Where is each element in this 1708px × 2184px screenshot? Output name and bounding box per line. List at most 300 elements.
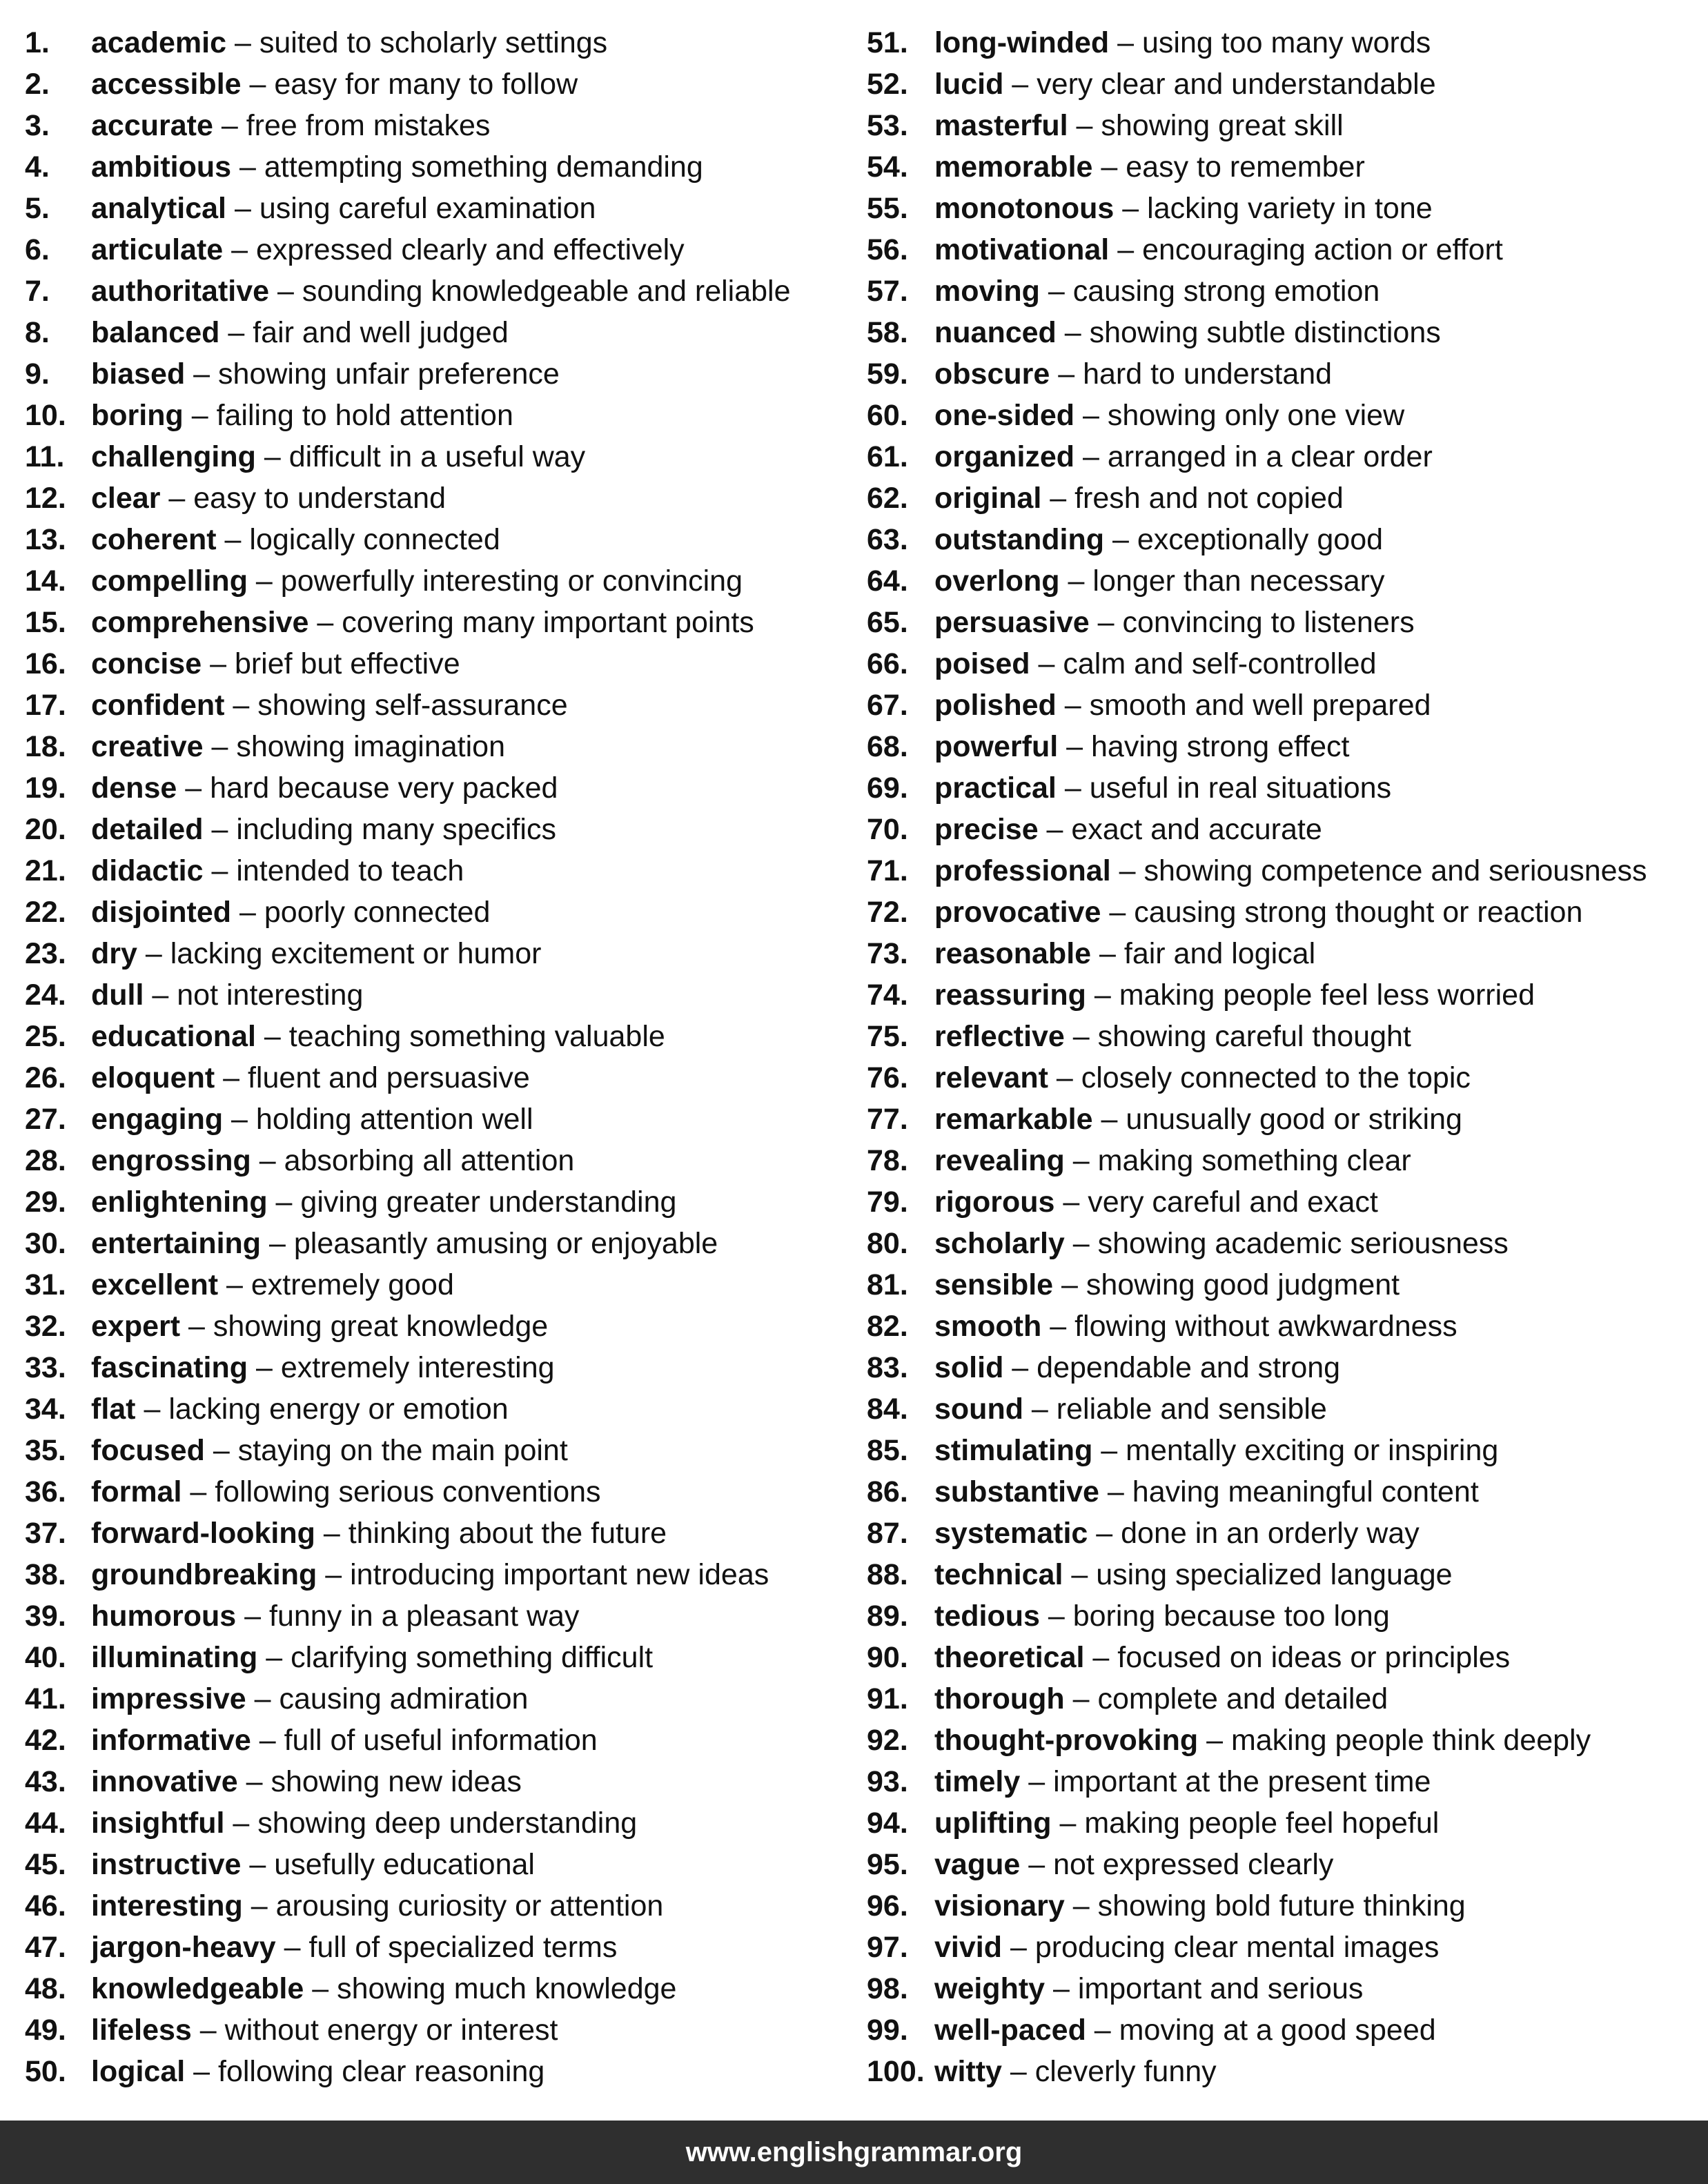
list-item bbox=[867, 726, 1695, 767]
item-word: jargon-heavy bbox=[91, 1931, 276, 1964]
item-number: 75. bbox=[867, 1020, 908, 1053]
item-definition: suited to scholarly settings bbox=[259, 26, 608, 59]
item-definition: longer than necessary bbox=[1092, 564, 1385, 598]
item-definition: using too many words bbox=[1141, 26, 1431, 59]
item-word: provocative bbox=[934, 896, 1101, 929]
list-item bbox=[867, 22, 1695, 63]
list-item bbox=[25, 436, 853, 478]
item-definition: full of useful information bbox=[284, 1724, 598, 1757]
item-number: 43. bbox=[25, 1765, 66, 1798]
item-definition: easy for many to follow bbox=[274, 68, 578, 101]
item-definition: showing careful thought bbox=[1097, 1020, 1411, 1053]
item-word: forward-looking bbox=[91, 1517, 315, 1550]
item-number: 25. bbox=[25, 1020, 66, 1053]
item-word: poised bbox=[934, 647, 1030, 680]
item-separator: – bbox=[242, 1889, 276, 1922]
list-item bbox=[867, 1720, 1695, 1761]
item-word: outstanding bbox=[934, 523, 1105, 556]
item-separator: – bbox=[1198, 1724, 1231, 1757]
item-separator: – bbox=[251, 1144, 284, 1177]
item-word: insightful bbox=[91, 1807, 225, 1840]
item-separator: – bbox=[1002, 1931, 1035, 1964]
item-number: 34. bbox=[25, 1393, 66, 1426]
item-word: boring bbox=[91, 399, 184, 432]
item-word: didactic bbox=[91, 854, 204, 887]
item-number: 91. bbox=[867, 1682, 908, 1715]
item-number: 55. bbox=[867, 192, 908, 225]
item-definition: following serious conventions bbox=[215, 1475, 601, 1508]
item-number: 47. bbox=[25, 1931, 66, 1964]
item-definition: holding attention well bbox=[255, 1103, 533, 1136]
item-word: enlightening bbox=[91, 1186, 268, 1219]
item-definition: using specialized language bbox=[1096, 1558, 1453, 1591]
item-word: engrossing bbox=[91, 1144, 251, 1177]
item-number: 82. bbox=[867, 1310, 908, 1343]
item-separator: – bbox=[1030, 647, 1063, 680]
item-word: tedious bbox=[934, 1600, 1040, 1633]
list-item bbox=[867, 602, 1695, 643]
item-word: biased bbox=[91, 357, 186, 391]
item-number: 77. bbox=[867, 1103, 908, 1136]
item-definition: thinking about the future bbox=[348, 1517, 667, 1550]
item-definition: logically connected bbox=[249, 523, 500, 556]
item-number: 33. bbox=[25, 1351, 66, 1384]
item-separator: – bbox=[203, 854, 237, 887]
item-word: formal bbox=[91, 1475, 182, 1508]
item-separator: – bbox=[1054, 1186, 1088, 1219]
item-word: masterful bbox=[934, 109, 1068, 142]
item-definition: showing only one view bbox=[1107, 399, 1405, 432]
item-word: knowledgeable bbox=[91, 1972, 304, 2005]
item-number: 21. bbox=[25, 854, 66, 887]
item-separator: – bbox=[1064, 1889, 1098, 1922]
item-separator: – bbox=[1086, 978, 1119, 1012]
item-number: 88. bbox=[867, 1558, 908, 1591]
item-definition: fluent and persuasive bbox=[247, 1061, 530, 1094]
item-separator: – bbox=[1064, 1020, 1098, 1053]
item-definition: showing new ideas bbox=[271, 1765, 522, 1798]
item-word: organized bbox=[934, 440, 1075, 473]
item-word: relevant bbox=[934, 1061, 1048, 1094]
item-number: 40. bbox=[25, 1641, 66, 1674]
list-item bbox=[867, 2051, 1695, 2092]
item-separator: – bbox=[144, 978, 177, 1012]
item-number: 50. bbox=[25, 2055, 66, 2088]
item-word: disjointed bbox=[91, 896, 232, 929]
list-item bbox=[25, 974, 853, 1016]
item-separator: – bbox=[1056, 771, 1090, 805]
item-definition: giving greater understanding bbox=[300, 1186, 677, 1219]
item-separator: – bbox=[1039, 1600, 1073, 1633]
word-list-left bbox=[25, 22, 853, 2092]
list-item bbox=[867, 560, 1695, 602]
list-item bbox=[867, 1306, 1695, 1347]
item-definition: producing clear mental images bbox=[1034, 1931, 1440, 1964]
item-number: 78. bbox=[867, 1144, 908, 1177]
item-number: 15. bbox=[25, 606, 66, 639]
item-word: dry bbox=[91, 937, 137, 970]
item-word: uplifting bbox=[934, 1807, 1052, 1840]
list-item bbox=[867, 1761, 1695, 1802]
item-number: 80. bbox=[867, 1227, 908, 1260]
item-separator: – bbox=[269, 275, 302, 308]
item-number: 5. bbox=[25, 192, 50, 225]
list-item bbox=[25, 2051, 853, 2092]
item-word: one-sided bbox=[934, 399, 1075, 432]
item-separator: – bbox=[1020, 1765, 1054, 1798]
item-definition: causing strong emotion bbox=[1072, 275, 1380, 308]
item-definition: making something clear bbox=[1097, 1144, 1411, 1177]
item-word: professional bbox=[934, 854, 1111, 887]
item-number: 1. bbox=[25, 26, 50, 59]
item-separator: – bbox=[1056, 316, 1090, 349]
item-number: 36. bbox=[25, 1475, 66, 1508]
item-number: 27. bbox=[25, 1103, 66, 1136]
item-word: obscure bbox=[934, 357, 1050, 391]
item-word: excellent bbox=[91, 1268, 219, 1301]
item-number: 97. bbox=[867, 1931, 908, 1964]
item-number: 45. bbox=[25, 1848, 66, 1881]
item-definition: causing admiration bbox=[279, 1682, 529, 1715]
item-separator: – bbox=[160, 482, 194, 515]
item-word: nuanced bbox=[934, 316, 1057, 349]
list-item bbox=[867, 353, 1695, 395]
item-separator: – bbox=[191, 2014, 225, 2047]
item-separator: – bbox=[1064, 1227, 1098, 1260]
list-item bbox=[25, 1885, 853, 1927]
item-word: impressive bbox=[91, 1682, 246, 1715]
item-separator: – bbox=[1088, 1517, 1121, 1550]
item-number: 61. bbox=[867, 440, 908, 473]
list-item bbox=[25, 2009, 853, 2051]
list-item bbox=[867, 1968, 1695, 2009]
item-number: 23. bbox=[25, 937, 66, 970]
item-word: rigorous bbox=[934, 1186, 1055, 1219]
item-word: articulate bbox=[91, 233, 224, 266]
item-definition: causing strong thought or reaction bbox=[1134, 896, 1583, 929]
item-word: visionary bbox=[934, 1889, 1065, 1922]
list-item bbox=[25, 1223, 853, 1264]
item-separator: – bbox=[226, 192, 259, 225]
item-separator: – bbox=[1101, 896, 1135, 929]
item-definition: showing good judgment bbox=[1086, 1268, 1400, 1301]
item-separator: – bbox=[219, 316, 253, 349]
item-separator: – bbox=[255, 440, 289, 473]
item-word: illuminating bbox=[91, 1641, 258, 1674]
item-number: 22. bbox=[25, 896, 66, 929]
item-separator: – bbox=[1041, 1310, 1075, 1343]
item-separator: – bbox=[1109, 233, 1143, 266]
item-separator: – bbox=[308, 606, 342, 639]
item-word: balanced bbox=[91, 316, 220, 349]
item-number: 26. bbox=[25, 1061, 66, 1094]
list-item bbox=[25, 560, 853, 602]
item-definition: mentally exciting or inspiring bbox=[1126, 1434, 1499, 1467]
item-definition: without energy or interest bbox=[224, 2014, 558, 2047]
item-word: witty bbox=[934, 2055, 1002, 2088]
list-item bbox=[25, 1347, 853, 1388]
item-definition: arousing curiosity or attention bbox=[275, 1889, 664, 1922]
item-word: solid bbox=[934, 1351, 1004, 1384]
item-word: sensible bbox=[934, 1268, 1054, 1301]
item-word: comprehensive bbox=[91, 606, 309, 639]
list-item bbox=[867, 2009, 1695, 2051]
item-definition: absorbing all attention bbox=[284, 1144, 575, 1177]
item-separator: – bbox=[275, 1931, 309, 1964]
item-separator: – bbox=[224, 689, 258, 722]
item-definition: using careful examination bbox=[259, 192, 596, 225]
list-item bbox=[25, 1595, 853, 1637]
item-word: vague bbox=[934, 1848, 1021, 1881]
word-list-right bbox=[867, 22, 1695, 2092]
list-item bbox=[25, 63, 853, 105]
item-definition: staying on the main point bbox=[237, 1434, 568, 1467]
list-item bbox=[25, 1844, 853, 1885]
item-number: 35. bbox=[25, 1434, 66, 1467]
item-number: 56. bbox=[867, 233, 908, 266]
item-definition: easy to understand bbox=[193, 482, 446, 515]
item-word: original bbox=[934, 482, 1042, 515]
item-number: 44. bbox=[25, 1807, 66, 1840]
item-definition: smooth and well prepared bbox=[1089, 689, 1431, 722]
item-number: 96. bbox=[867, 1889, 908, 1922]
item-number: 42. bbox=[25, 1724, 66, 1757]
item-separator: – bbox=[215, 1061, 248, 1094]
list-item bbox=[25, 1388, 853, 1430]
item-number: 65. bbox=[867, 606, 908, 639]
item-definition: poorly connected bbox=[264, 896, 491, 929]
list-item bbox=[867, 1223, 1695, 1264]
item-definition: lacking excitement or humor bbox=[170, 937, 542, 970]
item-separator: – bbox=[1020, 1848, 1054, 1881]
item-number: 52. bbox=[867, 68, 908, 101]
item-word: engaging bbox=[91, 1103, 224, 1136]
item-separator: – bbox=[185, 2055, 219, 2088]
footer-banner bbox=[0, 2121, 1708, 2184]
item-word: weighty bbox=[934, 1972, 1046, 2005]
item-definition: following clear reasoning bbox=[218, 2055, 545, 2088]
list-item bbox=[867, 188, 1695, 229]
item-number: 67. bbox=[867, 689, 908, 722]
item-definition: clarifying something difficult bbox=[291, 1641, 654, 1674]
list-item bbox=[867, 229, 1695, 270]
item-separator: – bbox=[1041, 482, 1075, 515]
item-number: 48. bbox=[25, 1972, 66, 2005]
item-word: innovative bbox=[91, 1765, 238, 1798]
item-separator: – bbox=[1092, 150, 1126, 184]
item-number: 9. bbox=[25, 357, 50, 391]
item-separator: – bbox=[237, 1765, 271, 1798]
list-item bbox=[867, 270, 1695, 312]
item-separator: – bbox=[261, 1227, 294, 1260]
item-definition: lacking variety in tone bbox=[1147, 192, 1433, 225]
list-item bbox=[25, 270, 853, 312]
item-separator: – bbox=[185, 357, 219, 391]
item-number: 98. bbox=[867, 1972, 908, 2005]
item-word: technical bbox=[934, 1558, 1063, 1591]
item-number: 10. bbox=[25, 399, 66, 432]
item-number: 53. bbox=[867, 109, 908, 142]
item-word: reasonable bbox=[934, 937, 1092, 970]
item-definition: fair and well judged bbox=[253, 316, 509, 349]
item-definition: difficult in a useful way bbox=[288, 440, 586, 473]
item-number: 85. bbox=[867, 1434, 908, 1467]
item-definition: usefully educational bbox=[274, 1848, 535, 1881]
item-word: smooth bbox=[934, 1310, 1042, 1343]
list-item bbox=[867, 1513, 1695, 1554]
item-definition: reliable and sensible bbox=[1056, 1393, 1327, 1426]
item-separator: – bbox=[1050, 357, 1083, 391]
item-definition: fair and logical bbox=[1123, 937, 1316, 970]
item-definition: having strong effect bbox=[1090, 730, 1350, 763]
item-number: 29. bbox=[25, 1186, 66, 1219]
list-item bbox=[867, 395, 1695, 436]
item-definition: including many specifics bbox=[236, 813, 556, 846]
list-item bbox=[25, 1761, 853, 1802]
item-word: reassuring bbox=[934, 978, 1086, 1012]
item-number: 51. bbox=[867, 26, 908, 59]
item-separator: – bbox=[1064, 1682, 1098, 1715]
item-definition: closely connected to the topic bbox=[1081, 1061, 1471, 1094]
item-number: 17. bbox=[25, 689, 66, 722]
item-number: 95. bbox=[867, 1848, 908, 1881]
item-word: academic bbox=[91, 26, 227, 59]
item-separator: – bbox=[1003, 1351, 1037, 1384]
list-item bbox=[25, 1140, 853, 1181]
item-definition: exceptionally good bbox=[1137, 523, 1384, 556]
list-item bbox=[25, 1016, 853, 1057]
list-item bbox=[867, 1844, 1695, 1885]
list-item bbox=[867, 1099, 1695, 1140]
item-separator: – bbox=[267, 1186, 301, 1219]
item-word: concise bbox=[91, 647, 202, 680]
item-separator: – bbox=[236, 1600, 270, 1633]
item-word: thought-provoking bbox=[934, 1724, 1199, 1757]
item-definition: making people think deeply bbox=[1230, 1724, 1591, 1757]
item-number: 66. bbox=[867, 647, 908, 680]
item-number: 13. bbox=[25, 523, 66, 556]
list-item bbox=[25, 685, 853, 726]
item-separator: – bbox=[224, 1807, 258, 1840]
list-item bbox=[867, 892, 1695, 933]
item-number: 84. bbox=[867, 1393, 908, 1426]
item-word: humorous bbox=[91, 1600, 237, 1633]
list-item bbox=[25, 1927, 853, 1968]
item-definition: cleverly funny bbox=[1034, 2055, 1217, 2088]
item-word: interesting bbox=[91, 1889, 243, 1922]
item-number: 90. bbox=[867, 1641, 908, 1674]
item-number: 57. bbox=[867, 275, 908, 308]
list-item bbox=[25, 892, 853, 933]
item-separator: – bbox=[231, 896, 264, 929]
item-word: clear bbox=[91, 482, 161, 515]
item-word: systematic bbox=[934, 1517, 1088, 1550]
item-definition: brief but effective bbox=[234, 647, 460, 680]
list-item bbox=[867, 974, 1695, 1016]
item-separator: – bbox=[177, 771, 210, 805]
list-item bbox=[867, 1927, 1695, 1968]
item-word: sound bbox=[934, 1393, 1023, 1426]
item-definition: not expressed clearly bbox=[1053, 1848, 1334, 1881]
item-number: 28. bbox=[25, 1144, 66, 1177]
item-definition: hard to understand bbox=[1083, 357, 1333, 391]
item-definition: attempting something demanding bbox=[264, 150, 703, 184]
item-word: expert bbox=[91, 1310, 181, 1343]
item-definition: showing deep understanding bbox=[257, 1807, 638, 1840]
item-separator: – bbox=[181, 1475, 215, 1508]
item-separator: – bbox=[315, 1517, 349, 1550]
item-separator: – bbox=[1099, 1475, 1132, 1508]
list-item bbox=[25, 105, 853, 146]
item-word: precise bbox=[934, 813, 1039, 846]
item-definition: exact and accurate bbox=[1071, 813, 1322, 846]
item-word: ambitious bbox=[91, 150, 232, 184]
list-item bbox=[867, 1471, 1695, 1513]
item-number: 6. bbox=[25, 233, 50, 266]
list-item bbox=[867, 436, 1695, 478]
item-definition: done in an orderly way bbox=[1121, 1517, 1420, 1550]
item-definition: fresh and not copied bbox=[1074, 482, 1344, 515]
item-definition: sounding knowledgeable and reliable bbox=[302, 275, 791, 308]
item-definition: failing to hold attention bbox=[216, 399, 513, 432]
item-definition: important at the present time bbox=[1053, 1765, 1431, 1798]
item-word: logical bbox=[91, 2055, 186, 2088]
item-word: accurate bbox=[91, 109, 213, 142]
list-item bbox=[867, 643, 1695, 685]
item-number: 68. bbox=[867, 730, 908, 763]
list-item bbox=[25, 353, 853, 395]
item-word: monotonous bbox=[934, 192, 1115, 225]
list-item bbox=[867, 1181, 1695, 1223]
item-separator: – bbox=[1092, 1434, 1126, 1467]
item-definition: making people feel hopeful bbox=[1084, 1807, 1440, 1840]
item-word: polished bbox=[934, 689, 1057, 722]
item-number: 86. bbox=[867, 1475, 908, 1508]
item-separator: – bbox=[1038, 813, 1072, 846]
item-number: 89. bbox=[867, 1600, 908, 1633]
list-item bbox=[25, 602, 853, 643]
item-separator: – bbox=[213, 109, 246, 142]
list-item bbox=[25, 1057, 853, 1099]
item-definition: showing competence and seriousness bbox=[1143, 854, 1647, 887]
item-word: dense bbox=[91, 771, 177, 805]
item-separator: – bbox=[1063, 1558, 1097, 1591]
item-number: 46. bbox=[25, 1889, 66, 1922]
list-item bbox=[25, 395, 853, 436]
item-definition: showing much knowledge bbox=[337, 1972, 677, 2005]
item-number: 92. bbox=[867, 1724, 908, 1757]
list-item bbox=[25, 1968, 853, 2009]
item-definition: lacking energy or emotion bbox=[168, 1393, 509, 1426]
list-item bbox=[25, 1720, 853, 1761]
item-number: 32. bbox=[25, 1310, 66, 1343]
item-definition: showing bold future thinking bbox=[1097, 1889, 1466, 1922]
item-word: practical bbox=[934, 771, 1057, 805]
item-number: 63. bbox=[867, 523, 908, 556]
list-item bbox=[25, 146, 853, 188]
item-definition: extremely interesting bbox=[280, 1351, 555, 1384]
item-definition: moving at a good speed bbox=[1119, 2014, 1436, 2047]
list-item bbox=[25, 1554, 853, 1595]
item-word: detailed bbox=[91, 813, 204, 846]
item-word: dull bbox=[91, 978, 144, 1012]
item-definition: calm and self-controlled bbox=[1063, 647, 1377, 680]
item-number: 64. bbox=[867, 564, 908, 598]
item-separator: – bbox=[1091, 937, 1124, 970]
item-definition: showing great knowledge bbox=[213, 1310, 549, 1343]
item-definition: important and serious bbox=[1077, 1972, 1364, 2005]
item-number: 3. bbox=[25, 109, 50, 142]
